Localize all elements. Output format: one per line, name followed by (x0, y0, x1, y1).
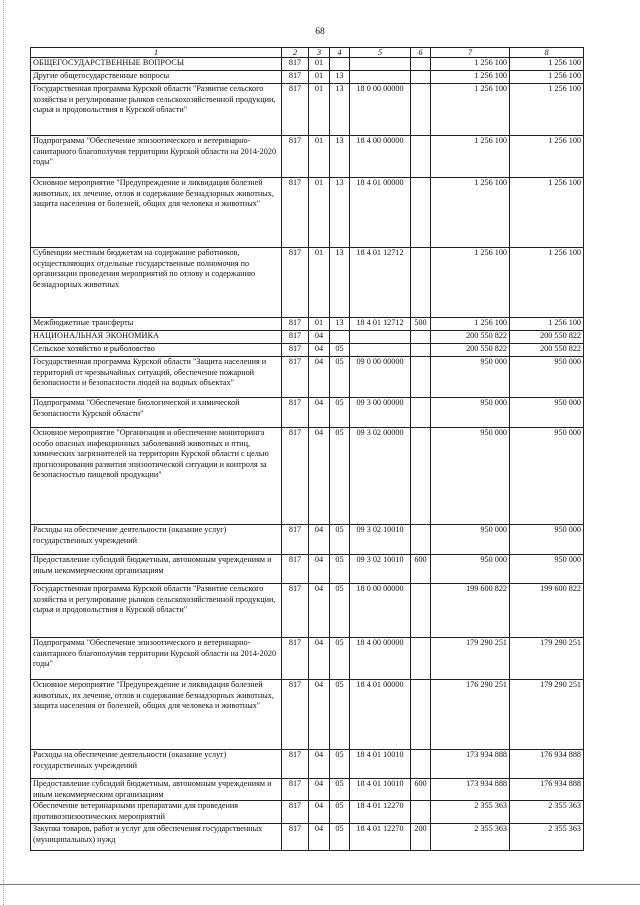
row-name: Расходы на обеспечение деятельности (оказание услуг) государственных учреждений (31, 750, 282, 779)
row-subsection-code: 05 (330, 428, 350, 525)
row-section-code: 04 (309, 398, 330, 428)
row-expense-type (411, 248, 431, 318)
row-name: Предоставление субсидий бюджетным, автономным учреждениям и иным некоммерческим организациям (31, 555, 282, 584)
table-row (31, 58, 584, 71)
row-grbs-code: 817 (282, 779, 309, 801)
row-expense-type (411, 178, 431, 248)
table-row (31, 398, 584, 428)
row-expense-type: 500 (411, 318, 431, 331)
row-amount-year-1: 176 290 251 (431, 680, 510, 750)
row-amount-year-1: 950 000 (431, 357, 510, 398)
row-subsection-code: 05 (330, 779, 350, 801)
row-amount-year-1: 1 256 100 (431, 84, 510, 136)
row-section-code: 04 (309, 555, 330, 584)
row-grbs-code: 817 (282, 178, 309, 248)
row-expense-type (411, 58, 431, 71)
row-target-article: 18 4 01 12712 (350, 248, 411, 318)
row-amount-year-2: 176 934 888 (510, 750, 584, 779)
row-section-code: 04 (309, 357, 330, 398)
table-row (31, 584, 584, 638)
row-grbs-code: 817 (282, 331, 309, 344)
row-target-article: 18 4 01 00000 (350, 178, 411, 248)
row-amount-year-2: 1 256 100 (510, 58, 584, 71)
row-grbs-code: 817 (282, 555, 309, 584)
row-subsection-code: 05 (330, 824, 350, 851)
row-name: НАЦИОНАЛЬНАЯ ЭКОНОМИКА (31, 331, 282, 344)
row-name: Государственная программа Курской области "Развитие сельского хозяйства и регулирование рынков сельскохозяйственной продукции, сырья и продовольствия в Курской области" (31, 584, 282, 638)
row-section-code: 01 (309, 318, 330, 331)
row-expense-type (411, 136, 431, 178)
row-target-article: 18 4 00 00000 (350, 136, 411, 178)
row-subsection-code: 05 (330, 398, 350, 428)
row-target-article: 18 0 00 00000 (350, 84, 411, 136)
row-name: Государственная программа Курской области "Защита населения и территорий от чрезвычайных ситуаций, обеспечение пожарной безопасности и безопасности людей на водных объектах" (31, 357, 282, 398)
row-grbs-code: 817 (282, 357, 309, 398)
row-expense-type: 600 (411, 779, 431, 801)
row-section-code: 04 (309, 344, 330, 357)
table-row (31, 680, 584, 750)
header-col-5: 5 (350, 48, 411, 58)
row-section-code: 04 (309, 584, 330, 638)
header-col-4: 4 (330, 48, 350, 58)
row-expense-type (411, 750, 431, 779)
row-amount-year-2: 200 550 822 (510, 331, 584, 344)
row-amount-year-2: 1 256 100 (510, 84, 584, 136)
row-target-article: 09 3 00 00000 (350, 398, 411, 428)
row-name: Закупка товаров, работ и услуг для обеспечения государственных (муниципальных) нужд (31, 824, 282, 851)
row-name: Подпрограмма "Обеспечение эпизоотического и ветеринарно-санитарного благополучия территории Курской области на 2014-2020 годы" (31, 136, 282, 178)
row-target-article: 18 4 00 00000 (350, 638, 411, 680)
row-amount-year-1: 2 355 363 (431, 824, 510, 851)
table-row (31, 824, 584, 851)
row-amount-year-1: 950 000 (431, 525, 510, 555)
row-name: Предоставление субсидий бюджетным, автономным учреждениям и иным некоммерческим организациям (31, 779, 282, 801)
row-subsection-code: 13 (330, 84, 350, 136)
row-section-code: 04 (309, 525, 330, 555)
row-amount-year-1: 1 256 100 (431, 178, 510, 248)
row-expense-type: 600 (411, 555, 431, 584)
header-col-2: 2 (282, 48, 309, 58)
row-target-article: 18 4 01 12270 (350, 824, 411, 851)
row-amount-year-2: 176 934 888 (510, 779, 584, 801)
row-target-article: 09 3 02 10010 (350, 525, 411, 555)
row-name: Государственная программа Курской области "Развитие сельского хозяйства и регулирование рынков сельскохозяйственной продукции, сырья и продовольствия в Курской области" (31, 84, 282, 136)
row-amount-year-1: 950 000 (431, 555, 510, 584)
row-amount-year-2: 1 256 100 (510, 248, 584, 318)
row-expense-type (411, 525, 431, 555)
row-grbs-code: 817 (282, 58, 309, 71)
row-amount-year-2: 950 000 (510, 555, 584, 584)
table-row (31, 801, 584, 824)
row-subsection-code: 05 (330, 680, 350, 750)
row-name: Подпрограмма "Обеспечение биологической и химической безопасности Курской области" (31, 398, 282, 428)
row-target-article: 18 4 01 00000 (350, 680, 411, 750)
table-row (31, 344, 584, 357)
row-expense-type (411, 357, 431, 398)
row-target-article: 18 4 01 10010 (350, 750, 411, 779)
row-grbs-code: 817 (282, 71, 309, 84)
row-expense-type (411, 801, 431, 824)
row-grbs-code: 817 (282, 84, 309, 136)
row-amount-year-1: 1 256 100 (431, 318, 510, 331)
row-grbs-code: 817 (282, 680, 309, 750)
row-grbs-code: 817 (282, 824, 309, 851)
row-amount-year-1: 1 256 100 (431, 71, 510, 84)
row-subsection-code: 13 (330, 136, 350, 178)
row-grbs-code: 817 (282, 318, 309, 331)
row-grbs-code: 817 (282, 248, 309, 318)
row-subsection-code: 05 (330, 555, 350, 584)
table-row (31, 248, 584, 318)
table-row (31, 428, 584, 525)
row-expense-type (411, 584, 431, 638)
binding-margin-line (3, 0, 5, 905)
row-amount-year-1: 199 600 822 (431, 584, 510, 638)
row-section-code: 01 (309, 71, 330, 84)
table-header-row (31, 48, 584, 58)
row-target-article: 09 0 00 00000 (350, 357, 411, 398)
row-amount-year-2: 1 256 100 (510, 136, 584, 178)
header-col-7: 7 (431, 48, 510, 58)
row-subsection-code (330, 331, 350, 344)
row-subsection-code: 05 (330, 344, 350, 357)
row-section-code: 01 (309, 84, 330, 136)
row-subsection-code: 05 (330, 750, 350, 779)
row-name: Основное мероприятие "Организация и обеспечение мониторинга особо опасных инфекционных заболеваний животных и птиц, химических загрязнителей на территории Курской области с целью прогнозирования развития эпизоотической ситуации и контроля за безопасностью пищевой продукции" (31, 428, 282, 525)
row-amount-year-1: 200 550 822 (431, 344, 510, 357)
row-name: ОБЩЕГОСУДАРСТВЕННЫЕ ВОПРОСЫ (31, 58, 282, 71)
table-row (31, 136, 584, 178)
row-name: Подпрограмма "Обеспечение эпизоотического и ветеринарно-санитарного благополучия территории Курской области на 2014-2020 годы" (31, 638, 282, 680)
row-section-code: 04 (309, 638, 330, 680)
row-grbs-code: 817 (282, 525, 309, 555)
row-expense-type (411, 638, 431, 680)
row-amount-year-1: 179 290 251 (431, 638, 510, 680)
row-amount-year-2: 950 000 (510, 525, 584, 555)
row-subsection-code (330, 58, 350, 71)
row-amount-year-2: 950 000 (510, 428, 584, 525)
row-grbs-code: 817 (282, 750, 309, 779)
row-subsection-code: 05 (330, 638, 350, 680)
table-row (31, 357, 584, 398)
row-section-code: 04 (309, 801, 330, 824)
row-target-article: 18 0 00 00000 (350, 584, 411, 638)
row-amount-year-2: 179 290 251 (510, 638, 584, 680)
row-name: Другие общегосударственные вопросы (31, 71, 282, 84)
row-grbs-code: 817 (282, 638, 309, 680)
row-name: Сельское хозяйство и рыболовство (31, 344, 282, 357)
row-name: Основное мероприятие "Предупреждение и ликвидация болезней животных, их лечение, отлов и содержание безнадзорных животных, защита населения от болезней, общих для человека и животных" (31, 680, 282, 750)
row-target-article: 09 3 02 10010 (350, 555, 411, 584)
row-subsection-code: 13 (330, 178, 350, 248)
row-section-code: 01 (309, 178, 330, 248)
row-section-code: 04 (309, 824, 330, 851)
row-section-code: 04 (309, 779, 330, 801)
row-amount-year-1: 950 000 (431, 398, 510, 428)
row-expense-type (411, 428, 431, 525)
row-name: Межбюджетные трансферты (31, 318, 282, 331)
row-amount-year-2: 200 550 822 (510, 344, 584, 357)
row-amount-year-1: 200 550 822 (431, 331, 510, 344)
row-expense-type (411, 331, 431, 344)
table-row (31, 84, 584, 136)
header-col-6: 6 (411, 48, 431, 58)
row-subsection-code: 05 (330, 801, 350, 824)
row-amount-year-2: 950 000 (510, 398, 584, 428)
row-grbs-code: 817 (282, 398, 309, 428)
table-row (31, 331, 584, 344)
row-subsection-code: 05 (330, 584, 350, 638)
row-section-code: 04 (309, 680, 330, 750)
row-target-article (350, 331, 411, 344)
row-grbs-code: 817 (282, 584, 309, 638)
table-row (31, 779, 584, 801)
row-amount-year-2: 199 600 822 (510, 584, 584, 638)
row-subsection-code: 05 (330, 525, 350, 555)
table-row (31, 555, 584, 584)
row-amount-year-1: 1 256 100 (431, 136, 510, 178)
row-expense-type (411, 680, 431, 750)
row-name: Субвенции местным бюджетам на содержание работников, осуществляющих отдельные государственные полномочия по организации проведения мероприятий по отлову и содержанию безнадзорных животных (31, 248, 282, 318)
row-expense-type: 200 (411, 824, 431, 851)
row-grbs-code: 817 (282, 428, 309, 525)
row-amount-year-1: 1 256 100 (431, 58, 510, 71)
row-grbs-code: 817 (282, 136, 309, 178)
row-target-article: 09 3 02 00000 (350, 428, 411, 525)
row-section-code: 04 (309, 331, 330, 344)
header-col-1: 1 (31, 48, 282, 58)
row-target-article (350, 344, 411, 357)
row-section-code: 04 (309, 428, 330, 525)
row-name: Обеспечение ветеринарными препаратами для проведения противоэпизоотических мероприятий (31, 801, 282, 824)
table-row (31, 318, 584, 331)
table-row (31, 638, 584, 680)
row-section-code: 01 (309, 136, 330, 178)
row-amount-year-1: 950 000 (431, 428, 510, 525)
row-expense-type (411, 71, 431, 84)
row-name: Расходы на обеспечение деятельности (оказание услуг) государственных учреждений (31, 525, 282, 555)
row-expense-type (411, 344, 431, 357)
row-section-code: 01 (309, 58, 330, 71)
row-target-article: 18 4 01 10010 (350, 779, 411, 801)
header-col-8: 8 (510, 48, 584, 58)
row-grbs-code: 817 (282, 801, 309, 824)
table-body (31, 58, 584, 851)
row-amount-year-2: 1 256 100 (510, 178, 584, 248)
row-amount-year-2: 1 256 100 (510, 71, 584, 84)
table-row (31, 525, 584, 555)
row-amount-year-2: 1 256 100 (510, 318, 584, 331)
row-target-article (350, 58, 411, 71)
row-target-article (350, 71, 411, 84)
row-amount-year-1: 173 934 888 (431, 779, 510, 801)
row-section-code: 01 (309, 248, 330, 318)
table-row (31, 178, 584, 248)
row-target-article: 18 4 01 12712 (350, 318, 411, 331)
table-row (31, 71, 584, 84)
row-amount-year-1: 173 934 888 (431, 750, 510, 779)
row-amount-year-2: 2 355 363 (510, 801, 584, 824)
row-section-code: 04 (309, 750, 330, 779)
row-subsection-code: 13 (330, 248, 350, 318)
row-amount-year-2: 2 355 363 (510, 824, 584, 851)
row-amount-year-1: 1 256 100 (431, 248, 510, 318)
bottom-rule (0, 884, 640, 885)
row-expense-type (411, 398, 431, 428)
row-name: Основное мероприятие "Предупреждение и ликвидация болезней животных, их лечение, отлов и содержание безнадзорных животных, защита населения от болезней, общих для человека и животных" (31, 178, 282, 248)
row-expense-type (411, 84, 431, 136)
row-subsection-code: 13 (330, 71, 350, 84)
header-col-3: 3 (309, 48, 330, 58)
row-amount-year-2: 179 290 251 (510, 680, 584, 750)
budget-table (30, 47, 584, 851)
row-grbs-code: 817 (282, 344, 309, 357)
page-number: 68 (315, 27, 325, 37)
row-subsection-code: 05 (330, 357, 350, 398)
row-amount-year-2: 950 000 (510, 357, 584, 398)
table-row (31, 750, 584, 779)
row-amount-year-1: 2 355 363 (431, 801, 510, 824)
row-target-article: 18 4 01 12270 (350, 801, 411, 824)
row-subsection-code: 13 (330, 318, 350, 331)
